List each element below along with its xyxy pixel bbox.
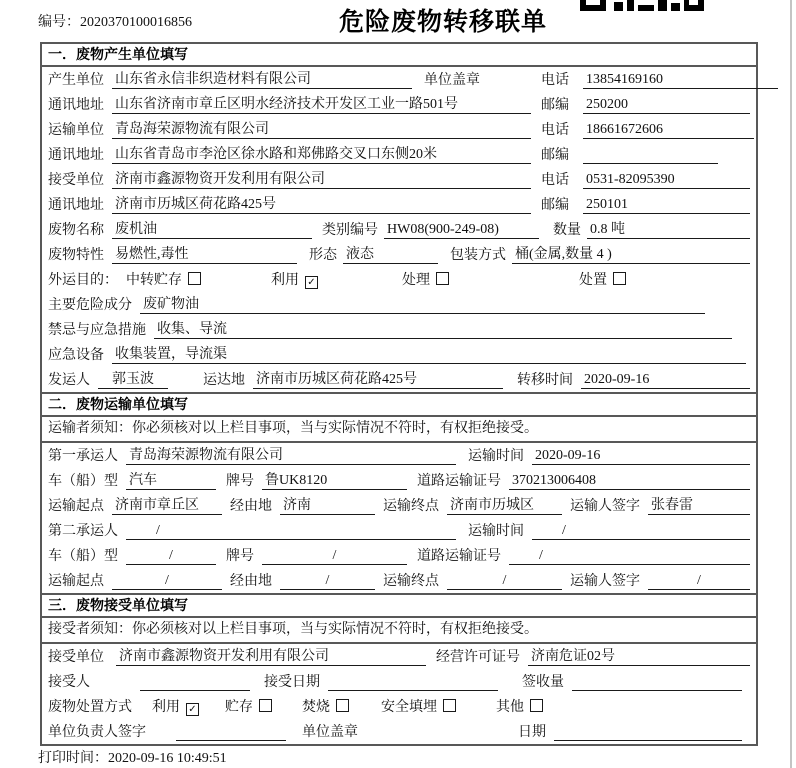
transport-time2-value: /: [532, 522, 750, 540]
via2-value: /: [280, 572, 375, 590]
via1-label: 经由地: [230, 499, 272, 514]
plate2-value: /: [262, 547, 407, 565]
producer-zip-label: 邮编: [541, 98, 569, 113]
origin1-value: 济南市章丘区: [112, 497, 222, 515]
disposal-option-other: 其他: [496, 699, 543, 716]
transporter-phone-value: 18661672606: [583, 121, 754, 139]
page-edge-line: [790, 0, 792, 768]
acceptor-value: [140, 690, 250, 691]
accept-unit-label: 接受单位: [48, 650, 104, 665]
disposal-incineration-checkbox: [336, 699, 349, 712]
final-date-value: [554, 740, 742, 741]
acceptor-row: [42, 669, 756, 694]
vehicle1-label: 车（船）型: [48, 474, 118, 489]
hazard-value: 废矿物油: [140, 296, 705, 314]
form-label: 形态: [309, 248, 337, 263]
page-title: 危险废物转移联单: [338, 8, 548, 36]
quantity-value: 0.8 吨: [587, 221, 750, 239]
disposal-recycle-checkbox: ✓: [186, 703, 199, 716]
via1-value: 济南: [280, 497, 375, 515]
signed-quantity-label: 签收量: [522, 675, 564, 690]
hazard-label: 主要危险成分: [48, 298, 132, 313]
waste-character-row: [42, 242, 756, 267]
category-label: 类别编号: [322, 223, 378, 238]
destination-value: 济南市历城区荷花路425号: [253, 371, 503, 389]
transport-time2-label: 运输时间: [468, 524, 524, 539]
transporter-row: [42, 117, 756, 142]
transporter-address-value: 山东省青岛市李沧区徐水路和郑佛路交叉口东侧20米: [112, 146, 531, 164]
destination-label: 运达地: [203, 373, 245, 388]
head-signature-row: [42, 719, 756, 744]
origin1-label: 运输起点: [48, 499, 104, 514]
producer-zip-value: 250200: [583, 96, 750, 114]
purpose-label: 外运目的：: [48, 273, 118, 288]
print-time-label: 打印时间：: [38, 751, 108, 766]
carrier2-value: /: [126, 522, 456, 540]
disposal-option-storage: 贮存: [225, 699, 272, 716]
receiver-address-value: 济南市历城区荷花路425号: [112, 196, 531, 214]
receiver-zip-label: 邮编: [541, 198, 569, 213]
taboo-row: [42, 317, 756, 342]
disposal-method-label: 废物处置方式: [48, 700, 132, 715]
origin2-label: 运输起点: [48, 574, 104, 589]
waste-name-value: 废机油: [112, 221, 312, 239]
producer-address-label: 通讯地址: [48, 98, 104, 113]
shipper-value: 郭玉波: [98, 371, 168, 389]
unit-seal-label: 单位盖章: [424, 73, 480, 88]
operation-license-label: 经营许可证号: [436, 650, 520, 665]
recycle-checkbox: ✓: [305, 276, 318, 289]
producer-row: [42, 67, 756, 92]
producer-value: 山东省永信非织造材料有限公司: [112, 71, 412, 89]
plate1-value: 鲁UK8120: [262, 472, 407, 490]
purpose-option-transfer-storage: 中转贮存: [126, 272, 201, 289]
transporter-zip-value: [583, 163, 718, 164]
operation-license-value: 济南危证02号: [528, 648, 750, 666]
transporter-value: 青岛海荣源物流有限公司: [112, 121, 531, 139]
producer-phone-label: 电话: [541, 73, 569, 88]
unit-seal-label-2: 单位盖章: [302, 725, 358, 740]
vehicle1-row: [42, 468, 756, 493]
acceptor-label: 接受人: [48, 675, 90, 690]
quantity-label: 数量: [553, 223, 581, 238]
transporter-address-label: 通讯地址: [48, 148, 104, 163]
document-number-value: 2020370100016856: [80, 15, 192, 30]
purpose-option-treatment: 处理: [402, 272, 449, 289]
carrier1-label: 第一承运人: [48, 449, 118, 464]
equipment-row: [42, 342, 756, 367]
head-signature-value: [176, 740, 286, 741]
carrier1-value: 青岛海荣源物流有限公司: [126, 447, 456, 465]
section1-header: 一．废物产生单位填写: [42, 44, 756, 67]
road-permit2-value: /: [509, 547, 750, 565]
disposal-option-incineration: 焚烧: [302, 699, 349, 716]
transport-time1-label: 运输时间: [468, 449, 524, 464]
taboo-value: 收集、导流: [154, 321, 732, 339]
packing-label: 包装方式: [450, 248, 506, 263]
origin2-value: /: [112, 572, 222, 590]
vehicle2-label: 车（船）型: [48, 549, 118, 564]
accept-unit-value: 济南市鑫源物资开发利用有限公司: [116, 648, 426, 666]
end1-label: 运输终点: [383, 499, 439, 514]
print-time: [38, 747, 227, 767]
plate1-label: 牌号: [226, 474, 254, 489]
form-value: 液态: [343, 246, 438, 264]
signed-quantity-value: [572, 690, 742, 691]
transporter-phone-label: 电话: [541, 123, 569, 138]
receiver-phone-label: 电话: [541, 173, 569, 188]
transporter-notice: 运输者须知：你必须核对以上栏目事项，当与实际情况不符时，有权拒绝接受。: [42, 417, 756, 443]
end2-value: /: [447, 572, 562, 590]
purpose-option-recycle: 利用 ✓: [271, 272, 318, 289]
waste-name-row: [42, 217, 756, 242]
receiver-notice: 接受者须知：你必须核对以上栏目事项，当与实际情况不符时，有权拒绝接受。: [42, 618, 756, 644]
disposal-option-landfill: 安全填埋: [381, 699, 456, 716]
document-number: [38, 11, 192, 31]
producer-phone-value: 13854169160: [583, 71, 778, 89]
transporter-address-row: [42, 142, 756, 167]
transfer-storage-checkbox: [188, 272, 201, 285]
shipper-label: 发运人: [48, 373, 90, 388]
treatment-checkbox: [436, 272, 449, 285]
receiver-address-label: 通讯地址: [48, 198, 104, 213]
receiver-row: [42, 167, 756, 192]
section2-header: 二．废物运输单位填写: [42, 392, 756, 417]
carrier1-row: [42, 443, 756, 468]
category-value: HW08(900-249-08): [384, 221, 539, 239]
receiver-value: 济南市鑫源物资开发利用有限公司: [112, 171, 531, 189]
receiver-zip-value: 250101: [583, 196, 750, 214]
transporter-label: 运输单位: [48, 123, 104, 138]
waste-name-label: 废物名称: [48, 223, 104, 238]
print-time-value: 2020-09-16 10:49:51: [108, 751, 227, 766]
end1-value: 济南市历城区: [447, 497, 562, 515]
vehicle2-value: /: [126, 547, 216, 565]
end2-label: 运输终点: [383, 574, 439, 589]
shipper-row: [42, 367, 756, 392]
carrier-sign2-value: /: [648, 572, 750, 590]
carrier-sign1-value: 张春雷: [648, 497, 750, 515]
purpose-option-disposal: 处置: [579, 272, 626, 289]
document-number-label: 编号：: [38, 15, 80, 30]
disposal-checkbox: [613, 272, 626, 285]
receiver-label: 接受单位: [48, 173, 104, 188]
disposal-landfill-checkbox: [443, 699, 456, 712]
packing-value: 桶(金属,数量 4 ): [512, 246, 750, 264]
transfer-time-value: 2020-09-16: [581, 371, 750, 389]
producer-address-row: [42, 92, 756, 117]
carrier-sign2-label: 运输人签字: [570, 574, 640, 589]
road-permit2-label: 道路运输证号: [417, 549, 501, 564]
transfer-time-label: 转移时间: [517, 373, 573, 388]
transport-time1-value: 2020-09-16: [532, 447, 750, 465]
taboo-label: 禁忌与应急措施: [48, 323, 146, 338]
qr-code-fragment: [580, 0, 704, 16]
producer-label: 产生单位: [48, 73, 104, 88]
accept-unit-row: [42, 644, 756, 669]
carrier-sign1-label: 运输人签字: [570, 499, 640, 514]
receiver-phone-value: 0531-82095390: [583, 171, 750, 189]
route2-row: [42, 568, 756, 593]
transporter-zip-label: 邮编: [541, 148, 569, 163]
road-permit1-value: 370213006408: [509, 472, 750, 490]
disposal-option-recycle: 利用 ✓: [152, 699, 199, 716]
waste-character-label: 废物特性: [48, 248, 104, 263]
transfer-form: [40, 42, 758, 746]
via2-label: 经由地: [230, 574, 272, 589]
equipment-label: 应急设备: [48, 348, 104, 363]
vehicle2-row: [42, 543, 756, 568]
road-permit1-label: 道路运输证号: [417, 474, 501, 489]
purpose-row: [42, 267, 756, 292]
final-date-label: 日期: [518, 725, 546, 740]
disposal-storage-checkbox: [259, 699, 272, 712]
head-signature-label: 单位负责人签字: [48, 725, 146, 740]
hazard-row: [42, 292, 756, 317]
equipment-value: 收集装置，导流渠: [112, 346, 746, 364]
plate2-label: 牌号: [226, 549, 254, 564]
section3-header: 三．废物接受单位填写: [42, 593, 756, 618]
route1-row: [42, 493, 756, 518]
producer-address-value: 山东省济南市章丘区明水经济技术开发区工业一路501号: [112, 96, 531, 114]
carrier2-label: 第二承运人: [48, 524, 118, 539]
disposal-other-checkbox: [530, 699, 543, 712]
waste-character-value: 易燃性,毒性: [112, 246, 297, 264]
accept-date-value: [328, 690, 498, 691]
accept-date-label: 接受日期: [264, 675, 320, 690]
receiver-address-row: [42, 192, 756, 217]
disposal-method-row: [42, 694, 756, 719]
carrier2-row: [42, 518, 756, 543]
vehicle1-value: 汽车: [126, 472, 216, 490]
